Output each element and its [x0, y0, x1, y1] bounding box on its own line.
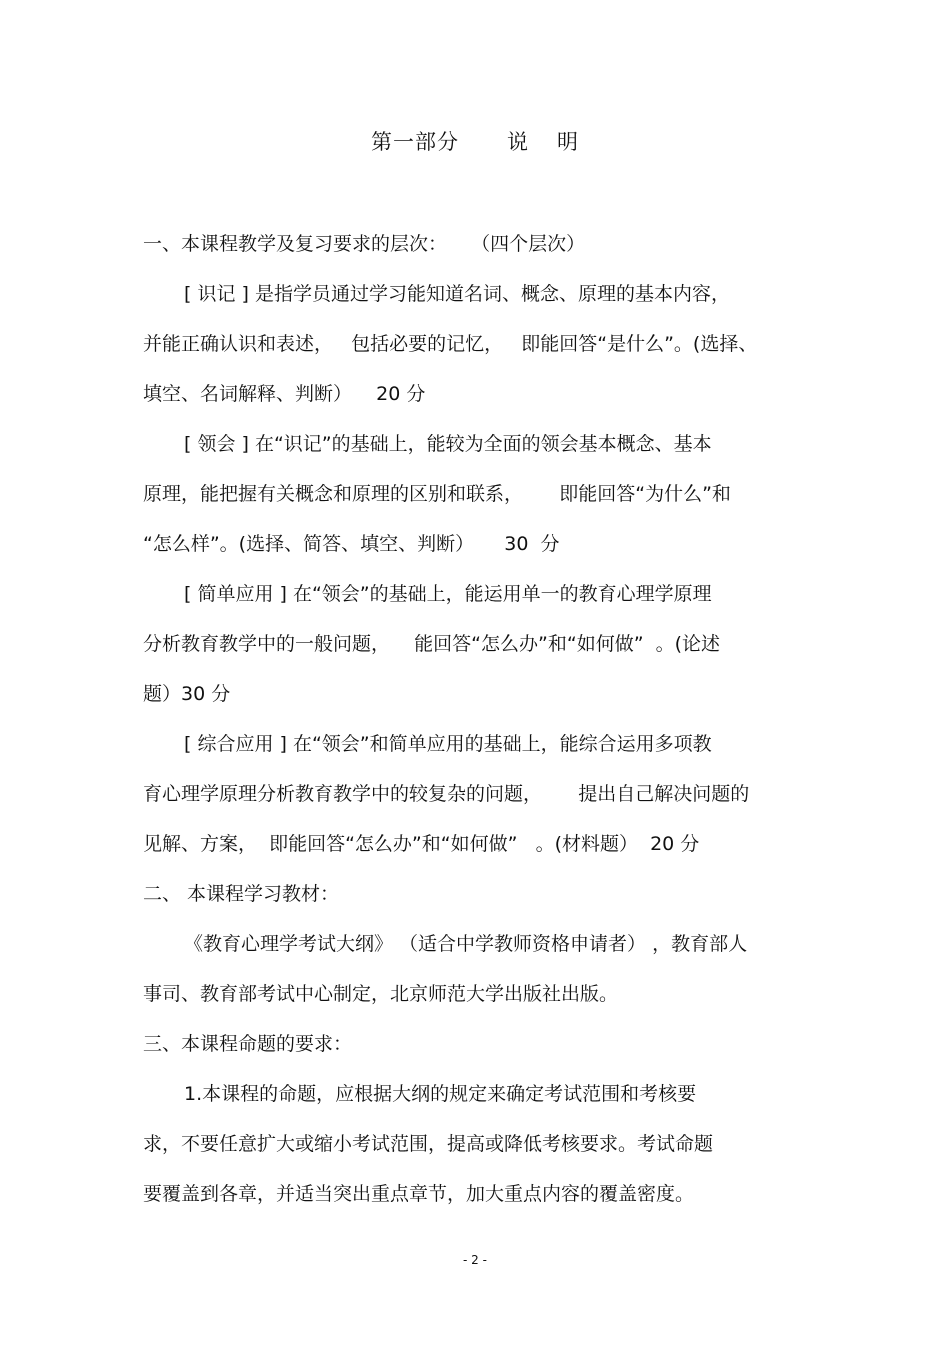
section-title-part: 第一部分: [371, 130, 459, 154]
section-title-word1: 说: [507, 130, 529, 154]
heading-requirements: 三、本课程命题的要求：: [143, 1033, 353, 1055]
section-title-word2: 明: [557, 130, 579, 154]
paragraph-line: 要覆盖到各章，并适当突出重点章节，加大重点内容的覆盖密度。: [143, 1183, 695, 1205]
paragraph-line: [ 识记 ] 是指学员通过学习能知道名词、概念、原理的基本内容，: [184, 283, 730, 305]
paragraph-line: 原理，能把握有关概念和原理的区别和联系， 即能回答“为什么”和: [143, 483, 731, 505]
page-number: - 2 -: [463, 1253, 487, 1267]
paragraph-line: 《教育心理学考试大纲》 （适合中学教师资格申请者） ，教育部人: [184, 933, 748, 955]
paragraph-line: 事司、教育部考试中心制定，北京师范大学出版社出版。: [143, 983, 619, 1005]
paragraph-line: [ 领会 ] 在“识记”的基础上，能较为全面的领会基本概念、基本: [184, 433, 712, 455]
paragraph-line: [ 综合应用 ] 在“领会”和简单应用的基础上，能综合运用多项教: [184, 733, 712, 755]
paragraph-line: 求，不要任意扩大或缩小考试范围，提高或降低考核要求。考试命题: [143, 1133, 714, 1155]
paragraph-line: [ 简单应用 ] 在“领会”的基础上，能运用单一的教育心理学原理: [184, 583, 712, 605]
paragraph-line: 1.本课程的命题，应根据大纲的规定来确定考试范围和考核要: [184, 1083, 697, 1105]
paragraph-line: 育心理学原理分析教育教学中的较复杂的问题， 提出自己解决问题的: [143, 783, 750, 805]
paragraph-line: 题）30 分: [143, 683, 231, 705]
paragraph-line: 分析教育教学中的一般问题， 能回答“怎么办”和“如何做” 。(论述: [143, 633, 721, 655]
paragraph-line: 并能正确认识和表述， 包括必要的记忆， 即能回答“是什么”。(选择、: [143, 333, 758, 355]
heading-levels: 一、本课程教学及复习要求的层次： （四个层次）: [143, 233, 586, 255]
paragraph-line: 填空、名词解释、判断） 20 分: [143, 383, 426, 405]
paragraph-line: 见解、方案， 即能回答“怎么办”和“如何做” 。(材料题） 20 分: [143, 833, 700, 855]
paragraph-line: “怎么样”。(选择、简答、填空、判断） 30 分: [143, 533, 560, 555]
heading-textbook: 二、 本课程学习教材：: [143, 883, 340, 905]
section-title: [0, 126, 950, 156]
